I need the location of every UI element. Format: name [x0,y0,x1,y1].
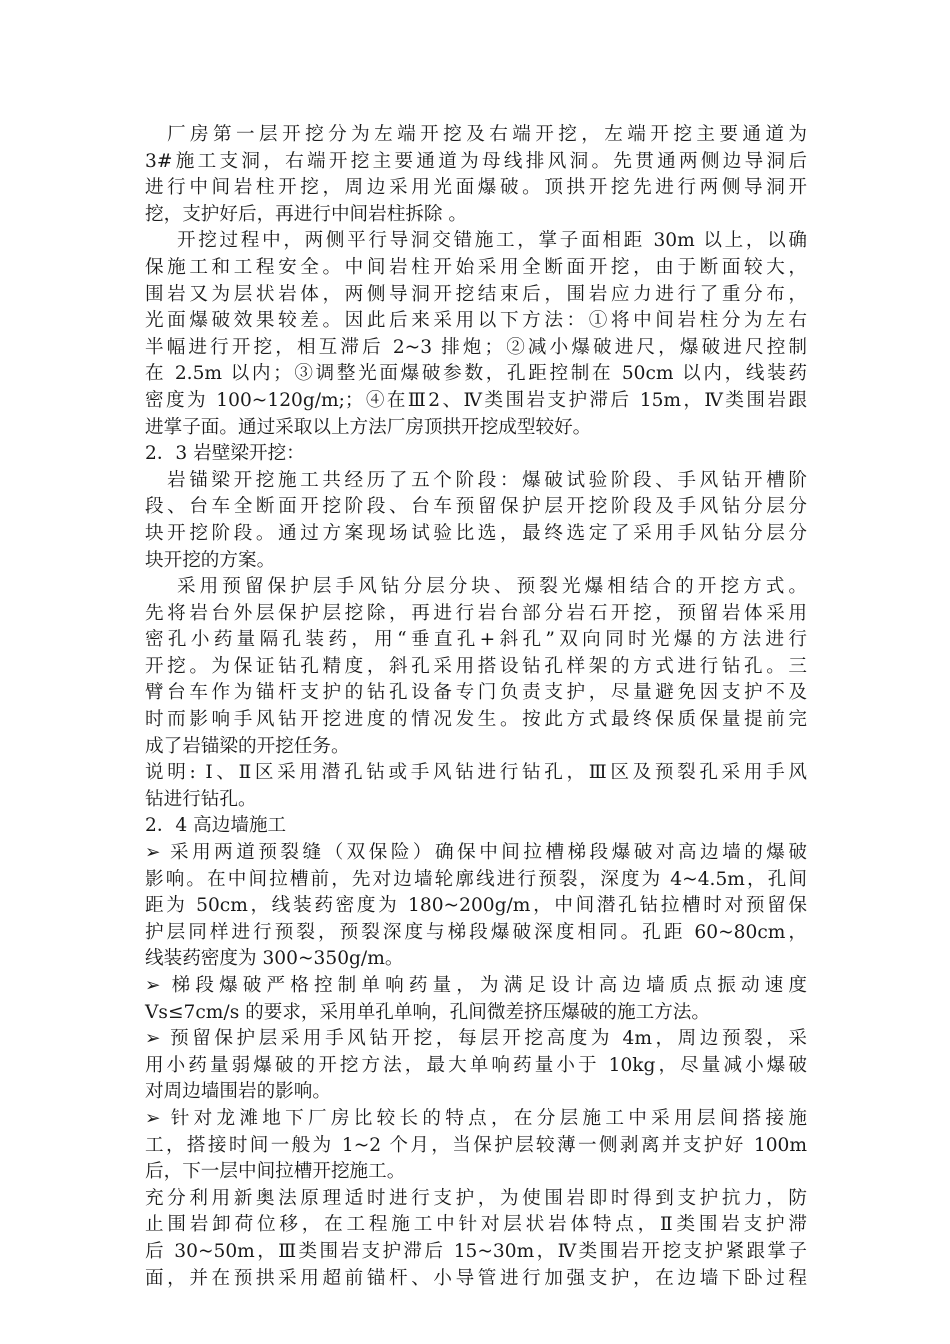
paragraph [145,760,807,813]
text-line: 充分利用新奥法原理适时进行支护，为使围岩即时得到支护抗力，防 [145,1187,807,1209]
text-line: 段、台车全断面开挖阶段、台车预留保护层开挖阶段及手风钻分层分 [145,496,807,518]
text-line: 3#施工支洞，右端开挖主要通道为母线排风洞。先贯通两侧边导洞后 [145,150,807,172]
text-line: 钻进行钻孔。 [145,788,257,810]
text-line: 工，搭接时间一般为 1~2 个月，当保护层较薄一侧剥离并支护好 100m [145,1134,807,1156]
text-line: 开挖过程中，两侧平行导洞交错施工，掌子面相距 30m 以上，以确 [177,230,807,252]
text-line: 块开挖阶段。通过方案现场试验比选，最终选定了采用手风钻分层分 [145,522,807,544]
text-line: ➢ 针对龙滩地下厂房比较长的特点，在分层施工中采用层间搭接施 [145,1107,807,1129]
bullet-paragraph [145,973,807,1026]
document-page [145,122,807,1292]
section-heading [145,441,807,468]
text-line: 用小药量弱爆破的开挖方法，最大单响药量小于 10kg，尽量减小爆破 [145,1054,807,1076]
text-line: 厂房第一层开挖分为左端开挖及右端开挖，左端开挖主要通道为 [167,124,807,145]
text-line: ➢ 梯段爆破严格控制单响药量，为满足设计高边墙质点振动速度 [145,975,807,996]
text-line: 2．3 岩壁梁开挖： [145,443,305,465]
text-line: Vs≤7cm/s 的要求，采用单孔单响，孔间微差挤压爆破的施工方法。 [145,1001,710,1023]
text-line: 面，并在预拱采用超前锚杆、小导管进行加强支护，在边墙下卧过程 [145,1267,807,1289]
text-line: 进掌子面。通过采取以上方法厂房顶拱开挖成型较好。 [145,416,592,438]
text-line: 在 2.5m 以内；③调整光面爆破参数，孔距控制在 50cm 以内，线装药 [145,363,807,385]
text-line: 进行中间岩柱开挖，周边采用光面爆破。顶拱开挖先进行两侧导洞开 [145,177,807,199]
bullet-paragraph [145,840,807,973]
text-line: 密度为 100~120g/m;；④在Ⅲ2、Ⅳ类围岩支护滞后 15m，Ⅳ类围岩跟 [145,389,807,411]
paragraph [145,228,807,441]
text-line: 影响。在中间拉槽前，先对边墙轮廓线进行预裂，深度为 4~4.5m，孔间 [145,868,807,890]
bullet-paragraph [145,1026,807,1106]
text-line: 后 30~50m，Ⅲ类围岩支护滞后 15~30m，Ⅳ类围岩开挖支护紧跟掌子 [145,1240,807,1262]
text-line: 密孔小药量隔孔装药，用“垂直孔+斜孔”双向同时光爆的方法进行 [145,629,807,651]
text-line: 臂台车作为锚杆支护的钻孔设备专门负责支护，尽量避免因支护不及 [145,682,807,704]
text-line: 护层同样进行预裂，预裂深度与梯段爆破深度相同。孔距 60~80cm， [145,921,807,943]
text-line: 2．4 高边墙施工 [145,815,287,837]
text-line: 保施工和工程安全。中间岩柱开始采用全断面开挖，由于断面较大， [145,256,807,278]
text-line: 止围岩卸荷位移，在工程施工中针对层状岩体特点，Ⅱ类围岩支护滞 [145,1214,807,1236]
text-line: ➢ 采用两道预裂缝（双保险）确保中间拉槽梯段爆破对高边墙的爆破 [145,842,807,864]
paragraph [145,574,807,760]
text-line: 时而影响手风钻开挖进度的情况发生。按此方式最终保质保量提前完 [145,709,807,731]
paragraph [145,1186,807,1292]
text-line: 成了岩锚梁的开挖任务。 [145,735,350,757]
text-line: 距为 50cm，线装药密度为 180~200g/m，中间潜孔钻拉槽时对预留保 [145,895,807,917]
text-line: 围岩又为层状岩体，两侧导洞开挖结束后，围岩应力进行了重分布， [145,283,807,305]
text-line: 对周边墙围岩的影响。 [145,1081,331,1103]
text-line: ➢ 预留保护层采用手风钻开挖，每层开挖高度为 4m，周边预裂，采 [145,1028,807,1050]
text-line: 开挖。为保证钻孔精度，斜孔采用搭设钻孔样架的方式进行钻孔。三 [145,655,807,677]
text-line: 说明: Ⅰ、Ⅱ区采用潜孔钻或手风钻进行钻孔，Ⅲ区及预裂孔采用手风 [145,762,807,784]
text-line: 挖，支护好后，再进行中间岩柱拆除 。 [145,203,468,225]
bullet-paragraph [145,1106,807,1186]
text-line: 后，下一层中间拉槽开挖施工。 [145,1161,406,1183]
text-line: 先将岩台外层保护层挖除，再进行岩台部分岩石开挖，预留岩体采用 [145,602,807,624]
paragraph [145,122,807,228]
text-line: 光面爆破效果较差。因此后来采用以下方法：①将中间岩柱分为左右 [145,310,807,332]
paragraph [145,468,807,574]
text-line: 块开挖的方案。 [145,549,276,571]
section-heading [145,813,807,840]
text-line: 半幅进行开挖，相互滞后 2~3 排炮；②减小爆破进尺，爆破进尺控制 [145,336,807,358]
text-line: 岩锚梁开挖施工共经历了五个阶段：爆破试验阶段、手风钻开槽阶 [167,469,807,491]
text-line: 线装药密度为 300~350g/m。 [145,948,404,970]
text-line: 采用预留保护层手风钻分层分块、预裂光爆相结合的开挖方式。 [177,576,807,598]
